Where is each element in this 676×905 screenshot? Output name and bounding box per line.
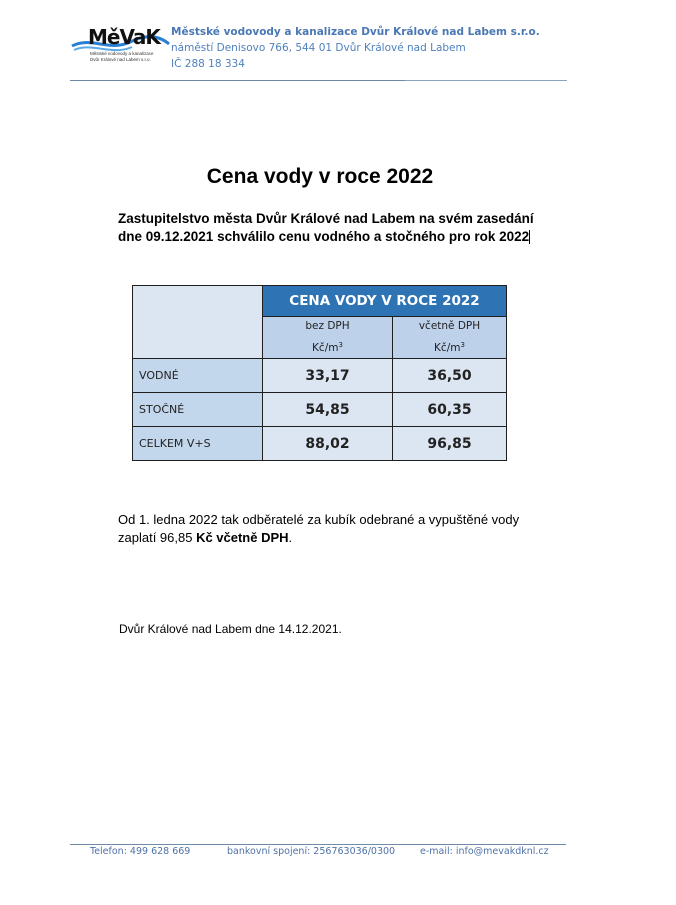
table-row [133,393,507,427]
logo-wordmark: MěVaK [88,25,160,49]
row-label: VODNÉ [133,359,263,393]
logo-subtext-line1: Městské vodovody a kanalizace [90,51,154,56]
footer-bank: bankovní spojení: 256763036/0300 [227,846,396,857]
logo-subtext [90,51,154,62]
column-header-vcetne-dph: včetně DPH $Kč/m^3$ [393,317,507,359]
text-cursor [529,230,530,244]
footer-divider [70,844,566,845]
value-vcetne-dph: 36,50 [393,359,507,393]
row-label: STOČNÉ [133,393,263,427]
logo-subtext-line2: Dvůr Králové nad Labem s.r.o. [90,56,151,62]
value-bez-dph: 33,17 [263,359,393,393]
table-header: CENA VODY V ROCE 2022 [263,286,507,317]
value-bez-dph: 88,02 [263,427,393,461]
intro-line-2: dne 09.12.2021 schválilo cenu vodného a stočného pro rok 2022 [118,229,530,244]
value-vcetne-dph: 96,85 [393,427,507,461]
row-label: CELKEM V+S [133,427,263,461]
value-vcetne-dph: 60,35 [393,393,507,427]
note-line-1: Od 1. ledna 2022 tak odběratelé za kubík odebrané a vypuštěné vody [118,512,520,527]
value-bez-dph: 54,85 [263,393,393,427]
page-title: Cena vody v roce 2022 [206,165,434,188]
header-divider [70,80,567,81]
footer-email[interactable]: e-mail: info@mevakdknl.cz [420,846,549,857]
table-corner-cell [133,286,263,359]
company-address: náměstí Denisovo 766, 544 01 Dvůr Králové nad Labem [171,42,466,54]
company-info [171,24,540,72]
table-row [133,427,507,461]
company-ic: IČ 288 18 334 [171,58,245,70]
table-row [133,359,507,393]
note-line-2: zaplatí 96,85 Kč včetně DPH. [118,530,293,545]
intro-line-1: Zastupitelstvo města Dvůr Králové nad Labem na svém zasedání [118,211,534,226]
company-name: Městské vodovody a kanalizace Dvůr Králové nad Labem s.r.o. [171,26,540,38]
price-note [118,511,568,547]
footer-phone: Telefon: 499 628 669 [90,846,191,857]
price-table [132,285,507,461]
dateline: Dvůr Králové nad Labem dne 14.12.2021. [119,622,342,636]
column-header-bez-dph: bez DPH $Kč/m^3$ [263,317,393,359]
intro-paragraph [118,210,558,246]
company-logo [70,22,170,68]
